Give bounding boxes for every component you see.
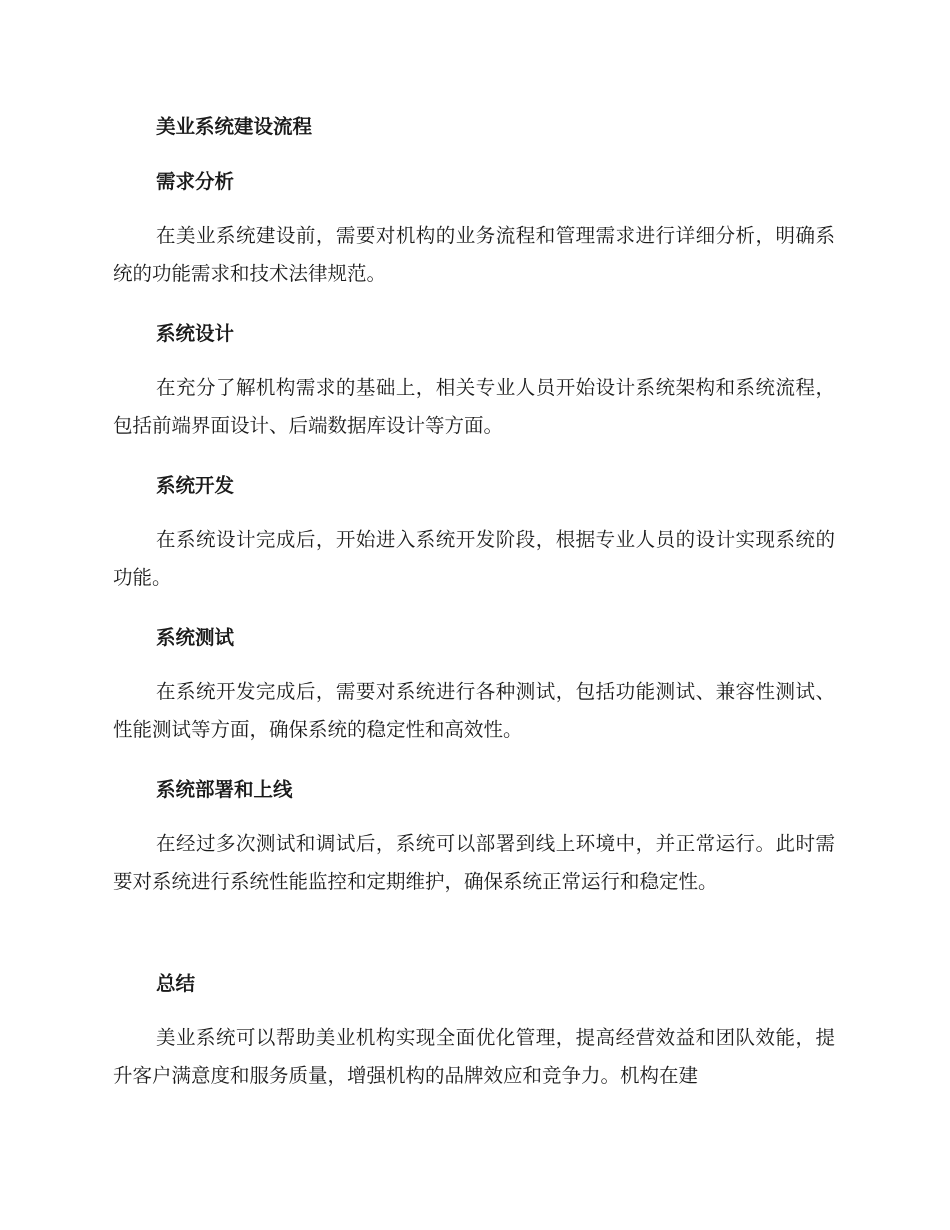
section-heading-design: 系统设计 [156, 322, 235, 345]
section-heading-deployment: 系统部署和上线 [156, 778, 293, 801]
section-paragraph-deployment: 在经过多次测试和调试后，系统可以部署到线上环境中，并正常运行。此时需要对系统进行系统性能监控和定期维护，确保系统正常运行和稳定性。 [113, 832, 835, 893]
section-paragraph-design: 在充分了解机构需求的基础上，相关专业人员开始设计系统架构和系统流程，包括前端界面设计、后端数据库设计等方面。 [113, 376, 835, 437]
document-title: 美业系统建设流程 [156, 115, 313, 138]
section-paragraph-requirements: 在美业系统建设前，需要对机构的业务流程和管理需求进行详细分析，明确系统的功能需求和技术法律规范。 [113, 224, 835, 285]
section-paragraph-development: 在系统设计完成后，开始进入系统开发阶段，根据专业人员的设计实现系统的功能。 [113, 528, 835, 589]
section-heading-development: 系统开发 [156, 474, 235, 497]
section-paragraph-testing: 在系统开发完成后，需要对系统进行各种测试，包括功能测试、兼容性测试、性能测试等方面，确保系统的稳定性和高效性。 [113, 680, 835, 741]
section-heading-testing: 系统测试 [156, 626, 235, 649]
section-paragraph-summary: 美业系统可以帮助美业机构实现全面优化管理，提高经营效益和团队效能，提升客户满意度和服务质量，增强机构的品牌效应和竞争力。机构在建 [113, 1026, 835, 1087]
section-heading-summary: 总结 [156, 972, 196, 995]
section-heading-requirements: 需求分析 [156, 170, 235, 193]
